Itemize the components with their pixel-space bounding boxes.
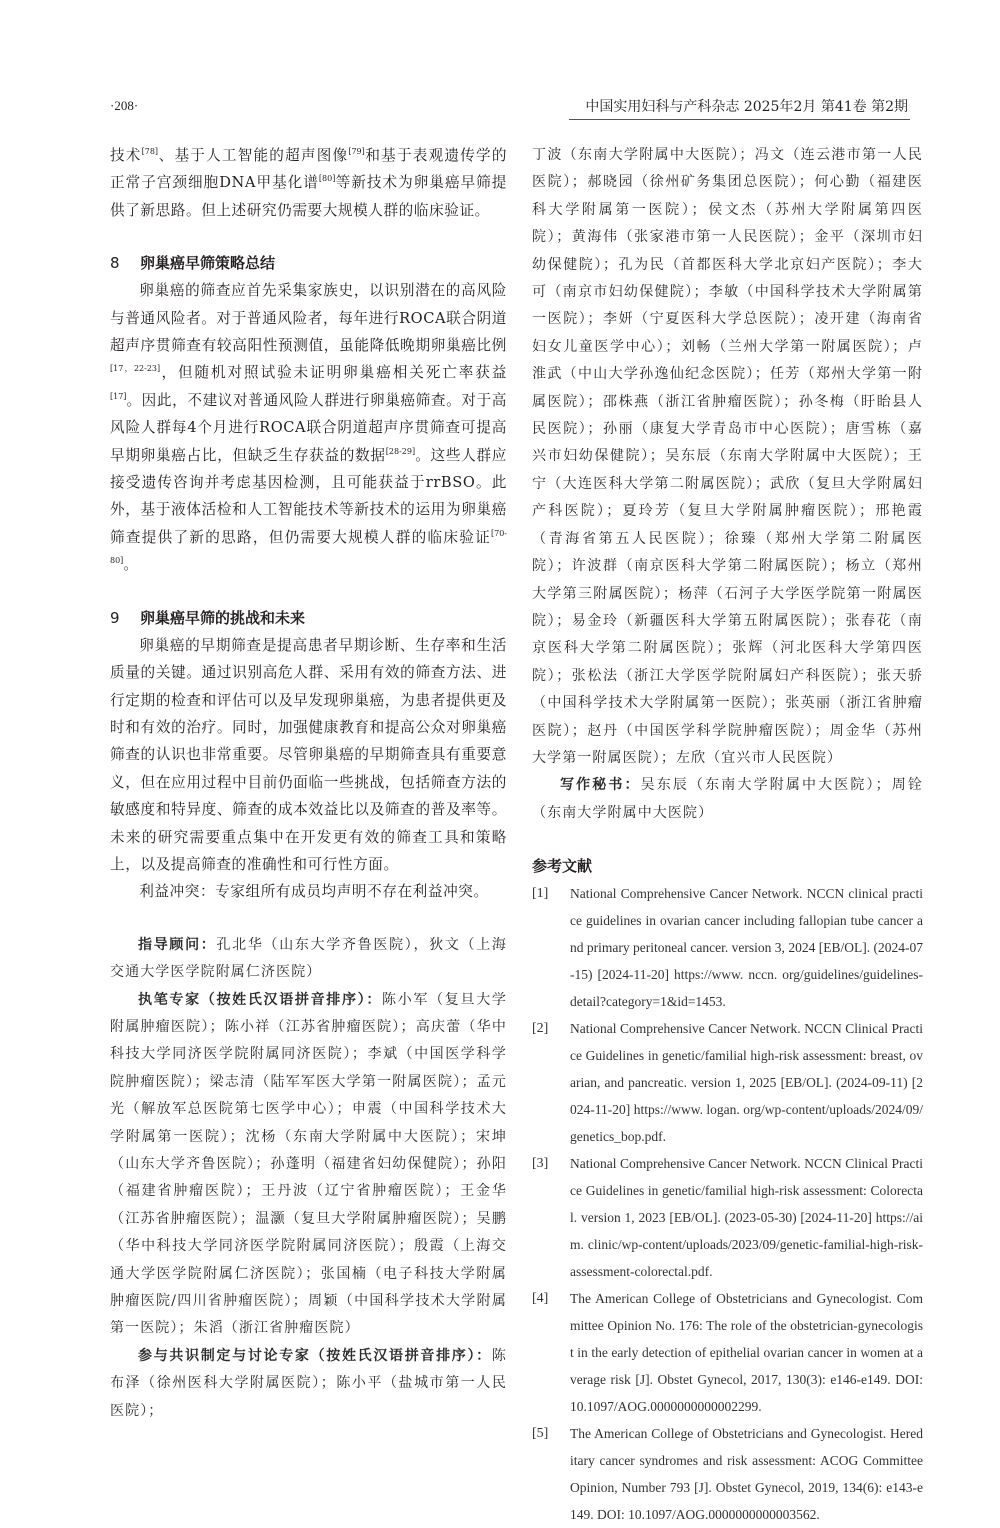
running-head: 中国实用妇科与产科杂志 2025年2月 第41卷 第2期 [569, 96, 910, 120]
section-9-heading [110, 605, 507, 632]
left-column [110, 142, 507, 1425]
participants-text: 陈布泽（徐州医科大学附属医院）；陈小平（盐城市第一人民医院）； [110, 1347, 507, 1419]
reference-item [532, 1285, 923, 1420]
citation[interactable]: [80] [318, 174, 336, 184]
reference-list [532, 880, 923, 1528]
reference-text[interactable]: National Comprehensive Cancer Network. NCCN Clinical Practice Guidelines in genetic/familial high-risk assessment: Colorectal. version 1, 2023 [EB/OL]. (2023-05-30) [2024-11-20] https://aim. clinic/wp-content/uploads/2023/09/genetic-familial-high-risk-assessment-colorectal.pdf. [570, 1156, 923, 1280]
advisors-text: 孔北华（山东大学齐鲁医院），狄文（上海交通大学医学院附属仁济医院） [110, 936, 508, 981]
citation[interactable]: [70-80] [110, 528, 507, 566]
reference-number: [2] [532, 1021, 549, 1037]
page-number: ·208· [110, 98, 139, 113]
writing-secretary [532, 772, 923, 827]
reference-number: [5] [532, 1426, 549, 1442]
writing-experts-text: 陈小军（复旦大学附属肿瘤医院）；陈小祥（江苏省肿瘤医院）；高庆蕾（华中科技大学同济医学院附属同济医院）；李斌（中国医学科学院肿瘤医院）；梁志清（陆军军医大学第一附属医院）；孟元光（解放军总医院第七医学中心）；申震（中国科学技术大学附属第一医院）；沈杨（东南大学附属中大医院）；宋坤（山东大学齐鲁医院）；孙蓬明（福建省妇幼保健院）；孙阳（福建省肿瘤医院）；王丹波（辽宁省肿瘤医院）；王金华（江苏省肿瘤医院）；温灏（复旦大学附属肿瘤医院）；吴鹏（华中科技大学同济医学院附属同济医院）；殷霞（上海交通大学医学院附属仁济医院）；张国楠（电子科技大学附属肿瘤医院/四川省肿瘤医院）；周颖（中国科学技术大学附属第一医院）；朱滔（浙江省肿瘤医院） [110, 991, 507, 1337]
advisors [110, 932, 507, 987]
secretary-text: 吴东辰（东南大学附属中大医院）；周铨（东南大学附属中大医院） [532, 777, 923, 821]
reference-number: [3] [532, 1156, 549, 1172]
section-8-heading [110, 250, 507, 277]
text: 和基于表观遗传学的正常子宫颈细胞DNA甲基化谱 [110, 147, 508, 192]
citation[interactable]: [79] [348, 147, 365, 156]
participants-label: 参与共识制定与讨论专家（按姓氏汉语拼音排序）： [138, 1347, 492, 1364]
section-number: 8 [110, 254, 120, 273]
text: 、基于人工智能的超声图像 [158, 147, 349, 164]
participants-continued: 丁波（东南大学附属中大医院）；冯文（连云港市第一人民医院）；郝晓园（徐州矿务集团总医院）；何心勤（福建医科大学附属第一医院）；侯文杰（苏州大学附属第四医院）；黄海伟（张家港市第一人民医院）；金平（深圳市妇幼保健院）；孔为民（首都医科大学北京妇产医院）；李大可（南京市妇幼保健院）；李敏（中国科学技术大学附属第一医院）；李妍（宁夏医科大学总医院）；凌开建（海南省妇女儿童医学中心）；刘畅（兰州大学第一附属医院）；卢淮武（中山大学孙逸仙纪念医院）；任芳（郑州大学第一附属医院）；邵株燕（浙江省肿瘤医院）；孙冬梅（盱眙县人民医院）；孙丽（康复大学青岛市中心医院）；唐雪栋（嘉兴市妇幼保健院）；吴东辰（东南大学附属中大医院）；王宁（大连医科大学第二附属医院）；武欣（复旦大学附属妇产科医院）；夏玲芳（复旦大学附属肿瘤医院）；邢艳霞（青海省第五人民医院）；徐臻（郑州大学第二附属医院）；许波群（南京医科大学第二附属医院）；杨立（郑州大学第三附属医院）；杨萍（石河子大学医学院第一附属医院）；易金玲（新疆医科大学第五附属医院）；张春花（南京医科大学第二附属医院）；张辉（河北医科大学第四医院）；张松法（浙江大学医学院附属妇产科医院）；张天骄（中国科学技术大学附属第一医院）；张英丽（浙江省肿瘤医院）；赵丹（中国医学科学院肿瘤医院）；周金华（苏州大学第一附属医院）；左欣（宜兴市人民医院） [532, 147, 923, 766]
text: 技术 [110, 147, 142, 164]
section-9-paragraph: 卵巢癌的早期筛查是提高患者早期诊断、生存率和生活质量的关键。通过识别高危人群、采用有效的筛查方法、进行定期的检查和评估可以及早发现卵巢癌，为患者提供更及时和有效的治疗。同时，加强健康教育和提高公众对卵巢癌筛查的认识也非常重要。尽管卵巢癌的早期筛查具有重要意义，但在应用过程中目前仍面临一些挑战，包括筛查方法的敏感度和特异度、筛查的成本效益比以及筛查的普及率等。未来的研究需要重点集中在开发更有效的筛查工具和策略上，以及提高筛查的准确性和可行性方面。 [110, 636, 507, 873]
writing-experts [110, 987, 507, 1343]
text: 卵巢癌的筛查应首先采集家族史，以识别潜在的高风险与普通风险者。对于普通风险者，每年进行ROCA联合阴道超声序贯筛查有较高阳性预测值，虽能降低晚期卵巢癌比例 [110, 282, 507, 355]
section-number: 9 [110, 608, 120, 627]
section-title: 卵巢癌早筛策略总结 [140, 254, 276, 273]
references-heading: 参考文献 [532, 857, 593, 876]
text: 。因此，不建议对普通风险人群进行卵巢癌筛查。对于高风险人群每4个月进行ROCA联合阴道超声序贯筛查可提高早期卵巢癌占比，但缺乏生存获益的数据 [110, 391, 507, 464]
text: 等新技术为卵巢癌早筛提供了新思路。但上述研究仍需要大规模人群的临床验证。 [110, 174, 507, 219]
reference-number: [4] [532, 1291, 549, 1307]
writing-experts-label: 执笔专家（按姓氏汉语拼音排序）： [138, 991, 383, 1008]
reference-item [532, 1420, 923, 1528]
continuation-paragraph [110, 142, 507, 224]
secretary-label: 写作秘书： [560, 777, 641, 794]
citation[interactable]: [28-29] [385, 446, 416, 456]
section-title: 卵巢癌早筛的挑战和未来 [140, 608, 306, 627]
citation[interactable]: [17] [110, 391, 127, 401]
reference-item [532, 1015, 923, 1150]
reference-text[interactable]: The American College of Obstetricians and Gynecologist. Committee Opinion No. 176: The role of the obstetrician-gynecologist in the early detection of epithelial ovarian cancer in women at average risk [J]. Obstet Gynecol, 2017, 130(3): e146-e149. DOI: 10.1097/AOG.0000000000002299. [570, 1291, 923, 1415]
advisors-label: 指导顾问： [138, 936, 217, 953]
text: ，但随机对照试验未证明卵巢癌相关死亡率获益 [160, 364, 508, 382]
reference-number: [1] [532, 886, 549, 902]
reference-item [532, 880, 923, 1015]
citation[interactable]: [78] [141, 147, 159, 156]
section-8-paragraph [110, 277, 507, 578]
reference-text[interactable]: The American College of Obstetricians and Gynecologist. Hereditary cancer syndromes and risk assessment: ACOG Committee Opinion, Number 793 [J]. Obstet Gynecol, 2019, 134(6): e143-e149. DOI: 10.1097/AOG.0000000000003562. [570, 1426, 923, 1523]
conflict-of-interest: 利益冲突：专家组所有成员均声明不存在利益冲突。 [139, 883, 489, 901]
text: 。 [123, 556, 139, 574]
reference-text[interactable]: National Comprehensive Cancer Network. NCCN clinical practice guidelines in ovarian cancer including fallopian tube cancer and primary peritoneal cancer. version 3, 2024 [EB/OL]. (2024-07-15) [2024-11-20] https://www. nccn. org/guidelines/guidelines-detail?category=1&id=1453. [570, 886, 923, 1010]
reference-item [532, 1150, 923, 1285]
reference-text[interactable]: National Comprehensive Cancer Network. NCCN Clinical Practice Guidelines in genetic/familial high-risk assessment: breast, ovarian, and pancreatic. version 1, 2025 [EB/OL]. (2024-09-11) [2024-11-20] https://www. logan. org/wp-content/uploads/2024/09/genetics_bop.pdf. [570, 1021, 923, 1145]
participants [110, 1343, 507, 1425]
text: 。这些人群应接受遗传咨询并考虑基因检测，且可能获益于rrBSO。此外，基于液体活检和人工智能技术等新技术的运用为卵巢癌筛查提供了新的思路，但仍需要大规模人群的临床验证 [110, 446, 507, 546]
right-column [532, 142, 923, 1528]
citation[interactable]: [17，22-23] [110, 364, 161, 374]
